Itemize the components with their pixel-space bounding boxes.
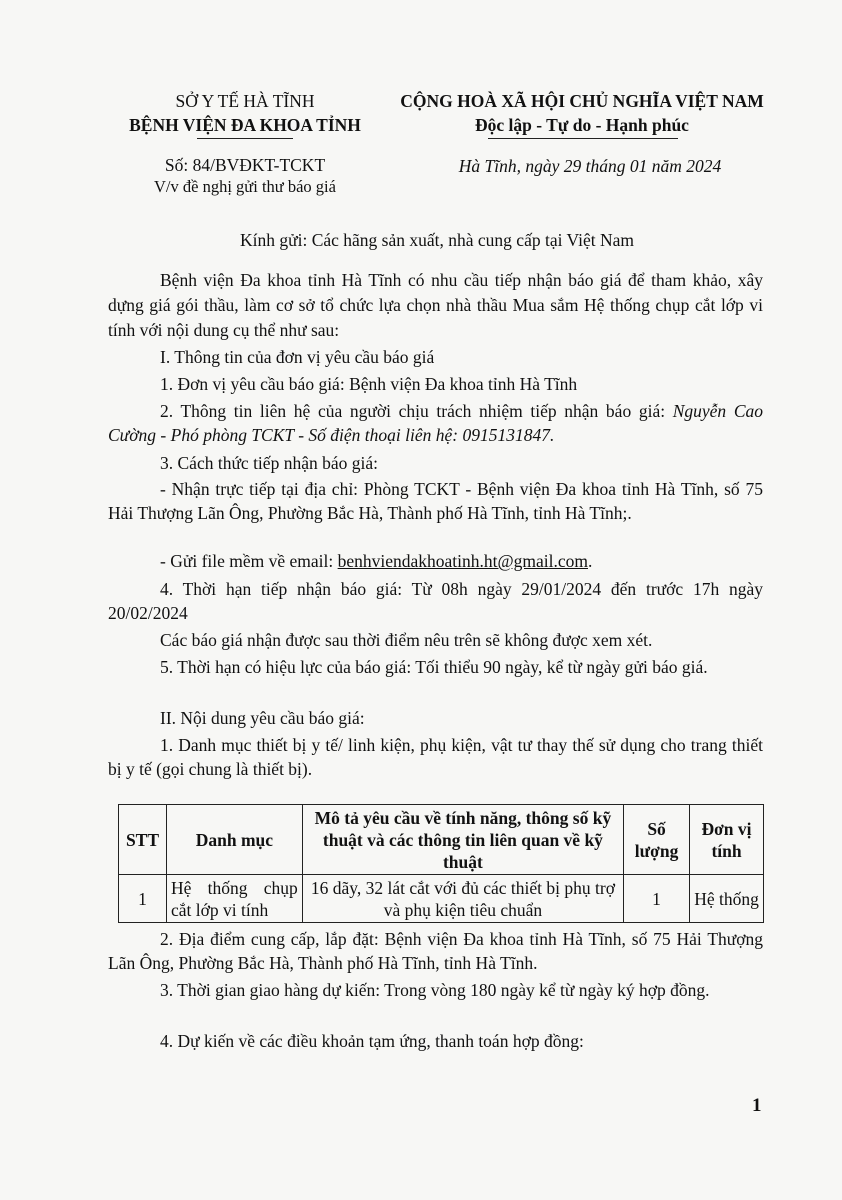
cell-category: Hệ thống chụp cắt lớp vi tính: [166, 875, 302, 923]
cell-stt: 1: [119, 875, 167, 923]
th-unit: Đơn vị tính: [690, 805, 764, 875]
doc-ref: [100, 154, 390, 198]
motto-underline: [488, 138, 678, 139]
place-date: Hà Tĩnh, ngày 29 tháng 01 năm 2024: [458, 156, 722, 176]
doc-number: Số: 84/BVĐKT-TCKT: [164, 155, 326, 175]
org-name: BỆNH VIỆN ĐA KHOA TỈNH: [129, 115, 361, 135]
section-2-item-1: 1. Danh mục thiết bị y tế/ linh kiện, phụ kiện, vật tư thay thế sử dụng cho trang thiết bị y tế (gọi chung là thiết bị).: [108, 735, 763, 779]
item-4: 4. Thời hạn tiếp nhận báo giá: Từ 08h ngày 29/01/2024 đến trước 17h ngày 20/02/2024: [108, 579, 763, 623]
table-header-row: [119, 805, 764, 875]
cell-unit: Hệ thống: [690, 875, 764, 923]
item-1: 1. Đơn vị yêu cầu báo giá: Bệnh viện Đa khoa tỉnh Hà Tĩnh: [160, 374, 578, 394]
item-2: [108, 399, 763, 447]
equipment-table: [118, 804, 764, 923]
th-category: Danh mục: [166, 805, 302, 875]
cell-description: 16 dãy, 32 lát cắt với đủ các thiết bị phụ trợ và phụ kiện tiêu chuẩn: [302, 875, 623, 923]
org-parent: SỞ Y TẾ HÀ TĨNH: [175, 91, 315, 111]
recipient-line: Kính gửi: Các hãng sản xuất, nhà cung cấp tại Việt Nam: [240, 230, 634, 250]
section-2-heading: II. Nội dung yêu cầu báo giá:: [160, 708, 365, 728]
item-3b-suffix: .: [588, 551, 593, 571]
country-name: CỘNG HOÀ XÃ HỘI CHỦ NGHĨA VIỆT NAM: [400, 91, 764, 111]
section-2-item-3: 3. Thời gian giao hàng dự kiến: Trong vòng 180 ngày kể từ ngày ký hợp đồng.: [160, 980, 710, 1000]
national-header: [372, 89, 792, 137]
item-3b-prefix: - Gửi file mềm về email:: [160, 551, 338, 571]
item-2-prefix: 2. Thông tin liên hệ của người chịu trách nhiệm tiếp nhận báo giá:: [160, 401, 673, 421]
email-link[interactable]: benhviendakhoatinh.ht@gmail.com: [337, 551, 588, 571]
motto: Độc lập - Tự do - Hạnh phúc: [475, 115, 689, 135]
item-4-note: Các báo giá nhận được sau thời điểm nêu trên sẽ không được xem xét.: [160, 630, 653, 650]
item-3: 3. Cách thức tiếp nhận báo giá:: [160, 453, 378, 473]
cell-quantity: 1: [624, 875, 690, 923]
th-description: Mô tả yêu cầu về tính năng, thông số kỹ thuật và các thông tin liên quan về kỹ thuật: [302, 805, 623, 875]
page-number: 1: [752, 1095, 762, 1116]
org-header: [100, 89, 390, 137]
org-underline: [197, 138, 293, 139]
doc-subject: V/v đề nghị gửi thư báo giá: [154, 177, 336, 196]
section-2-item-4: 4. Dự kiến về các điều khoản tạm ứng, thanh toán hợp đồng:: [160, 1031, 584, 1051]
item-2-contact: Nguyễn Cao Cường - Phó phòng TCKT - Số điện thoại liên hệ: 0915131847.: [108, 401, 763, 445]
th-stt: STT: [119, 805, 167, 875]
item-5: 5. Thời hạn có hiệu lực của báo giá: Tối thiểu 90 ngày, kể từ ngày gửi báo giá.: [160, 657, 708, 677]
item-3b: [108, 549, 763, 573]
item-3a: - Nhận trực tiếp tại địa chỉ: Phòng TCKT - Bệnh viện Đa khoa tỉnh Hà Tĩnh, số 75 Hải Thượng Lãn Ông, Phường Bắc Hà, Thành phố Hà Tĩnh, tỉnh Hà Tĩnh;.: [108, 479, 763, 523]
intro-paragraph: Bệnh viện Đa khoa tỉnh Hà Tĩnh có nhu cầu tiếp nhận báo giá để tham khảo, xây dựng giá gói thầu, làm cơ sở tổ chức lựa chọn nhà thầu Mua sắm Hệ thống chụp cắt lớp vi tính với nội dung cụ thể như sau:: [108, 270, 763, 340]
table-row: [119, 875, 764, 923]
section-1-heading: I. Thông tin của đơn vị yêu cầu báo giá: [160, 347, 435, 367]
section-2-item-2: 2. Địa điểm cung cấp, lắp đặt: Bệnh viện Đa khoa tỉnh Hà Tĩnh, số 75 Hải Thượng Lãn Ông, Phường Bắc Hà, Thành phố Hà Tĩnh, tỉnh Hà Tĩnh.: [108, 929, 763, 973]
th-quantity: Số lượng: [624, 805, 690, 875]
